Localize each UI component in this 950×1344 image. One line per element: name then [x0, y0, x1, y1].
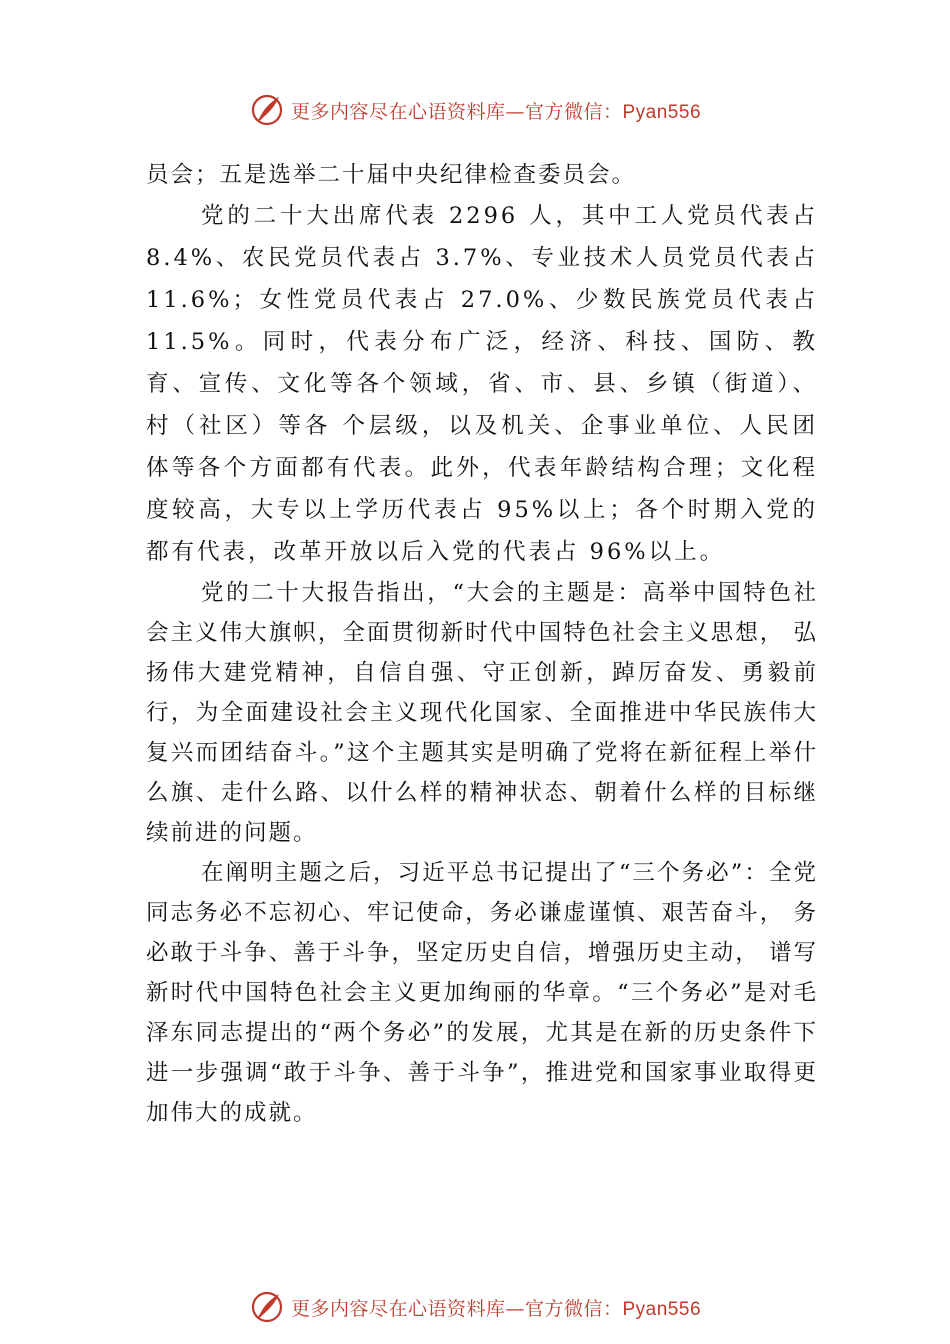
paragraph-1: 员会；五是选举二十届中央纪律检查委员会。	[146, 162, 637, 188]
document-body	[146, 155, 818, 1133]
quill-pen-logo-icon	[249, 1289, 285, 1325]
paragraph-3: 党的二十大报告指出，“大会的主题是：高举中国特色社会主义伟大旗帜，全面贯彻新时代中国特色社会主义思想， 弘扬伟大建党精神，自信自强、守正创新，踔厉奋发、勇毅前行，为全面建设社会主义现代化国家、全面推进中华民族伟大复兴而团结奋斗。”这个主题其实是明确了党将在新征程上举什么旗、走什么路、以什么样的精神状态、朝着什么样的目标继续前进的问题。	[146, 580, 818, 846]
quill-pen-logo-icon	[249, 92, 285, 128]
paragraph-2: 党的二十大出席代表 2296 人，其中工人党员代表占 8.4%、农民党员代表占 3.7%、专业技术人员党员代表占 11.6%；女性党员代表占 27.0%、少数民族党员代表占 11.5%。同时，代表分布广泛，经济、科技、国防、教育、宣传、文化等各个领域，省、市、县、乡镇（街道）、村（社区）等各 个层级，以及机关、企事业单位、人民团体等各个方面都有代表。此外，代表年龄结构合理；文化程度较高，大专以上学历代表占 95%以上；各个时期入党的都有代表，改革开放以后入党的代表占 96%以上。	[146, 203, 818, 565]
watermark-footer	[0, 1289, 950, 1325]
watermark-text: 更多内容尽在心语资料库—官方微信：Pyan556	[290, 1297, 702, 1320]
watermark-text: 更多内容尽在心语资料库—官方微信：Pyan556	[290, 100, 702, 123]
paragraph-4: 在阐明主题之后，习近平总书记提出了“三个务必”：全党同志务必不忘初心、牢记使命，务必谦虚谨慎、艰苦奋斗， 务必敢于斗争、善于斗争，坚定历史自信，增强历史主动， 谱写新时代中国特色社会主义更加绚丽的华章。“三个务必”是对毛泽东同志提出的“两个务必”的发展，尤其是在新的历史条件下进一步强调“敢于斗争、善于斗争”，推进党和国家事业取得更加伟大的成就。	[146, 860, 818, 1126]
watermark-header	[0, 92, 950, 128]
